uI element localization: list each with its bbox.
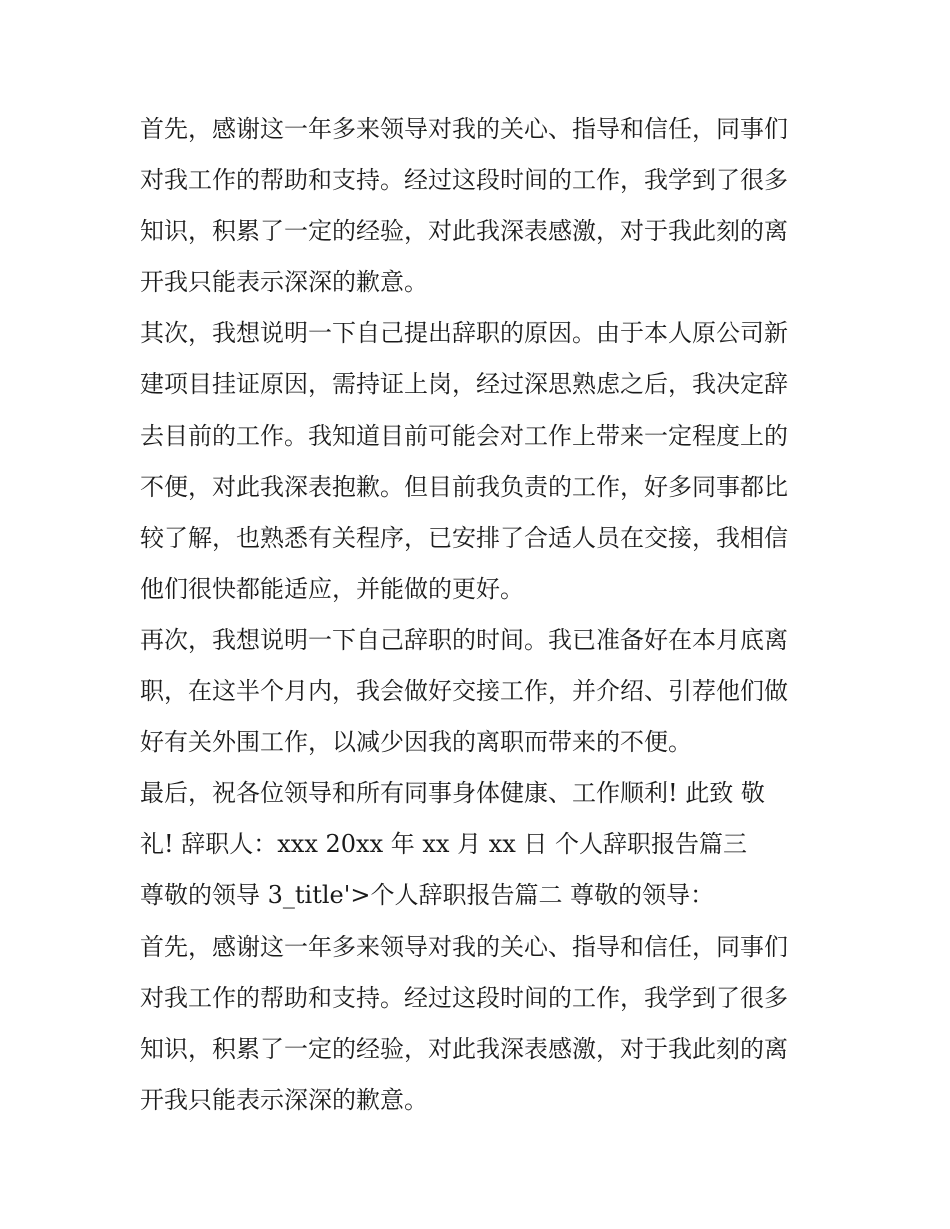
text-line: 首先，感谢这一年多来领导对我的关心、指导和信任，同事们 <box>140 932 788 961</box>
text-line: 再次，我想说明一下自己辞职的时间。我已准备好在本月底离 <box>140 625 788 654</box>
document-page <box>140 104 830 1126</box>
text-line: 知识，积累了一定的经验，对此我深表感激，对于我此刻的离 <box>140 1034 788 1063</box>
text-line: 较了解，也熟悉有关程序，已安排了合适人员在交接，我相信 <box>140 523 788 552</box>
text-line: 知识，积累了一定的经验，对此我深表感激，对于我此刻的离 <box>140 217 788 246</box>
text-line: 开我只能表示深深的歉意。 <box>140 268 428 297</box>
text-line: 去目前的工作。我知道目前可能会对工作上带来一定程度上的 <box>140 421 788 450</box>
text-line: 其次，我想说明一下自己提出辞职的原因。由于本人原公司新 <box>140 319 788 348</box>
text-line: 最后，祝各位领导和所有同事身体健康、工作顺利! 此致 敬 <box>140 779 765 808</box>
text-line: 好有关外围工作，以减少因我的离职而带来的不便。 <box>140 728 692 757</box>
text-line: 首先，感谢这一年多来领导对我的关心、指导和信任，同事们 <box>140 115 788 143</box>
text-line: 不便，对此我深表抱歉。但目前我负责的工作，好多同事都比 <box>140 472 788 501</box>
text-line: 建项目挂证原因，需持证上岗，经过深思熟虑之后，我决定辞 <box>140 370 788 399</box>
text-line: 尊敬的领导 3_title'>个人辞职报告篇二 尊敬的领导： <box>140 881 715 910</box>
text-line: 对我工作的帮助和支持。经过这段时间的工作，我学到了很多 <box>140 166 788 195</box>
text-line: 对我工作的帮助和支持。经过这段时间的工作，我学到了很多 <box>140 983 788 1012</box>
text-line: 礼! 辞职人：xxx 20xx 年 xx 月 xx 日 个人辞职报告篇三 <box>140 830 748 859</box>
text-line: 开我只能表示深深的歉意。 <box>140 1085 428 1114</box>
text-line: 职，在这半个月内，我会做好交接工作，并介绍、引荐他们做 <box>140 677 788 706</box>
text-line: 他们很快都能适应，并能做的更好。 <box>140 574 524 603</box>
